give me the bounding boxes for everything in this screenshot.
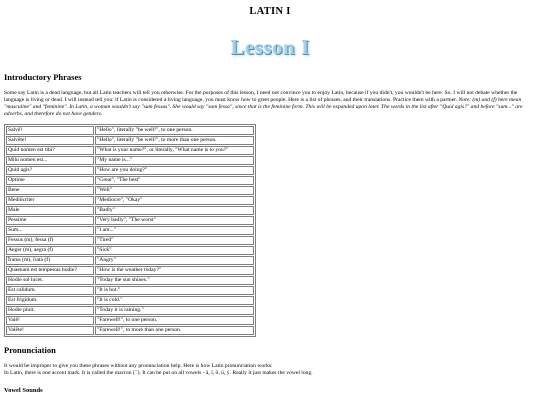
latin-phrase-cell: Salvē! [6, 126, 94, 135]
latin-phrase-cell: Sum... [6, 226, 94, 235]
english-translation-cell: "Well" [95, 186, 254, 195]
table-row [6, 326, 254, 335]
english-translation-cell: "Sick" [95, 246, 254, 255]
table-row [6, 146, 254, 155]
english-translation-cell: "Very badly", "The worst" [95, 216, 254, 225]
table-row [6, 306, 254, 315]
table-row [6, 226, 254, 235]
pronunciation-line-1: It would be improper to give you these phrases without any pronunciation help. Here is how Latin pronunciation works: [4, 363, 273, 369]
english-translation-cell: "How is the weather today?" [95, 266, 254, 275]
latin-phrase-cell: Hodie pluit. [6, 306, 94, 315]
english-translation-cell: "It is hot." [95, 286, 254, 295]
phrases-table-body [6, 126, 254, 335]
table-row [6, 276, 254, 285]
latin-phrase-cell: Est frigidum. [6, 296, 94, 305]
english-translation-cell: "Farewell!", to more than one person. [95, 326, 254, 335]
intro-heading: Introductory Phrases [4, 72, 82, 82]
table-row [6, 196, 254, 205]
table-row [6, 286, 254, 295]
table-row [6, 186, 254, 195]
latin-phrase-cell: Est calidum. [6, 286, 94, 295]
english-translation-cell: "My name is..." [95, 156, 254, 165]
english-translation-cell: "It is cold." [95, 296, 254, 305]
latin-phrase-cell: Valēte! [6, 326, 94, 335]
table-row [6, 256, 254, 265]
english-translation-cell: "Farewell!", to one person. [95, 316, 254, 325]
english-translation-cell: "Tired" [95, 236, 254, 245]
latin-phrase-cell: Quid nomen est tibi? [6, 146, 94, 155]
pronunciation-paragraph [4, 363, 536, 377]
table-row [6, 316, 254, 325]
phrases-table [4, 124, 256, 337]
latin-phrase-cell: Īratus (m), īrata (f) [6, 256, 94, 265]
course-title: LATIN I [249, 6, 291, 17]
english-translation-cell: "Angry" [95, 256, 254, 265]
table-row [6, 176, 254, 185]
table-row [6, 206, 254, 215]
latin-phrase-cell: Valē! [6, 316, 94, 325]
english-translation-cell: "Hello", literally "be well!", to more than one person. [95, 136, 254, 145]
table-row [6, 156, 254, 165]
latin-phrase-cell: Hodie sol lucet. [6, 276, 94, 285]
table-row [6, 126, 254, 135]
latin-phrase-cell: Quaenam est tempestas hodie? [6, 266, 94, 275]
intro-text: Some say Latin is a dead language, but all Latin teachers will tell you otherwise. For the purposes of this lesson, I need not convince you to enjoy Latin, because if you didn't, you wouldn't be here. So, I will not debate whether the language is living or dead. I will instead tell you: if Latin is considered a living language, you must know how to greet people. Here is a list of phrases, and their translations. Practice them with a partner. [4, 90, 518, 103]
english-translation-cell: "Today the sun shines." [95, 276, 254, 285]
latin-phrase-cell: Quid agis? [6, 166, 94, 175]
english-translation-cell: "Great", "The best" [95, 176, 254, 185]
table-row [6, 296, 254, 305]
latin-phrase-cell: Salvēte! [6, 136, 94, 145]
latin-phrase-cell: Aeger (m), aegra (f) [6, 246, 94, 255]
table-row [6, 166, 254, 175]
latin-phrase-cell: Bene [6, 186, 94, 195]
vowel-sounds-heading: Vowel Sounds [4, 387, 43, 394]
pronunciation-line-2: In Latin, there is one accent mark. It is called the macron (¯). It can be put on all vowels - ā, ī, ō, ū, ȳ. Really it just makes the vowel long. [4, 370, 313, 376]
intro-paragraph [4, 90, 536, 118]
latin-phrase-cell: Mihi nomen est... [6, 156, 94, 165]
lesson-title: Lesson I [230, 35, 310, 59]
english-translation-cell: "Mediocre", "Okay" [95, 196, 254, 205]
latin-phrase-cell: Pessime [6, 216, 94, 225]
latin-phrase-cell: Optime [6, 176, 94, 185]
latin-phrase-cell: Male [6, 206, 94, 215]
english-translation-cell: "What is your name?", or literally, "What name is to you?" [95, 146, 254, 155]
table-row [6, 266, 254, 275]
latin-phrase-cell: Mediōcriter [6, 196, 94, 205]
table-row [6, 236, 254, 245]
english-translation-cell: "How are you doing?" [95, 166, 254, 175]
intro-note: Note: (m) and (f) here mean "masculine" and "feminine". In Latin, a woman wouldn't say "sum fessus". She would say "sum fessa", since that is the feminine form. This will be expanded upon later. The words in the list after "Quid agis?" and before "sum..." are adverbs, and therefore do not have genders. [4, 97, 523, 117]
english-translation-cell: "I am..." [95, 226, 254, 235]
latin-phrase-cell: Fessus (m), fessa (f) [6, 236, 94, 245]
table-row [6, 136, 254, 145]
english-translation-cell: "Today it is raining." [95, 306, 254, 315]
english-translation-cell: "Badly" [95, 206, 254, 215]
english-translation-cell: "Hello", literally "be well!", to one person. [95, 126, 254, 135]
table-row [6, 216, 254, 225]
table-row [6, 246, 254, 255]
pronunciation-heading: Pronunciation [4, 345, 56, 355]
